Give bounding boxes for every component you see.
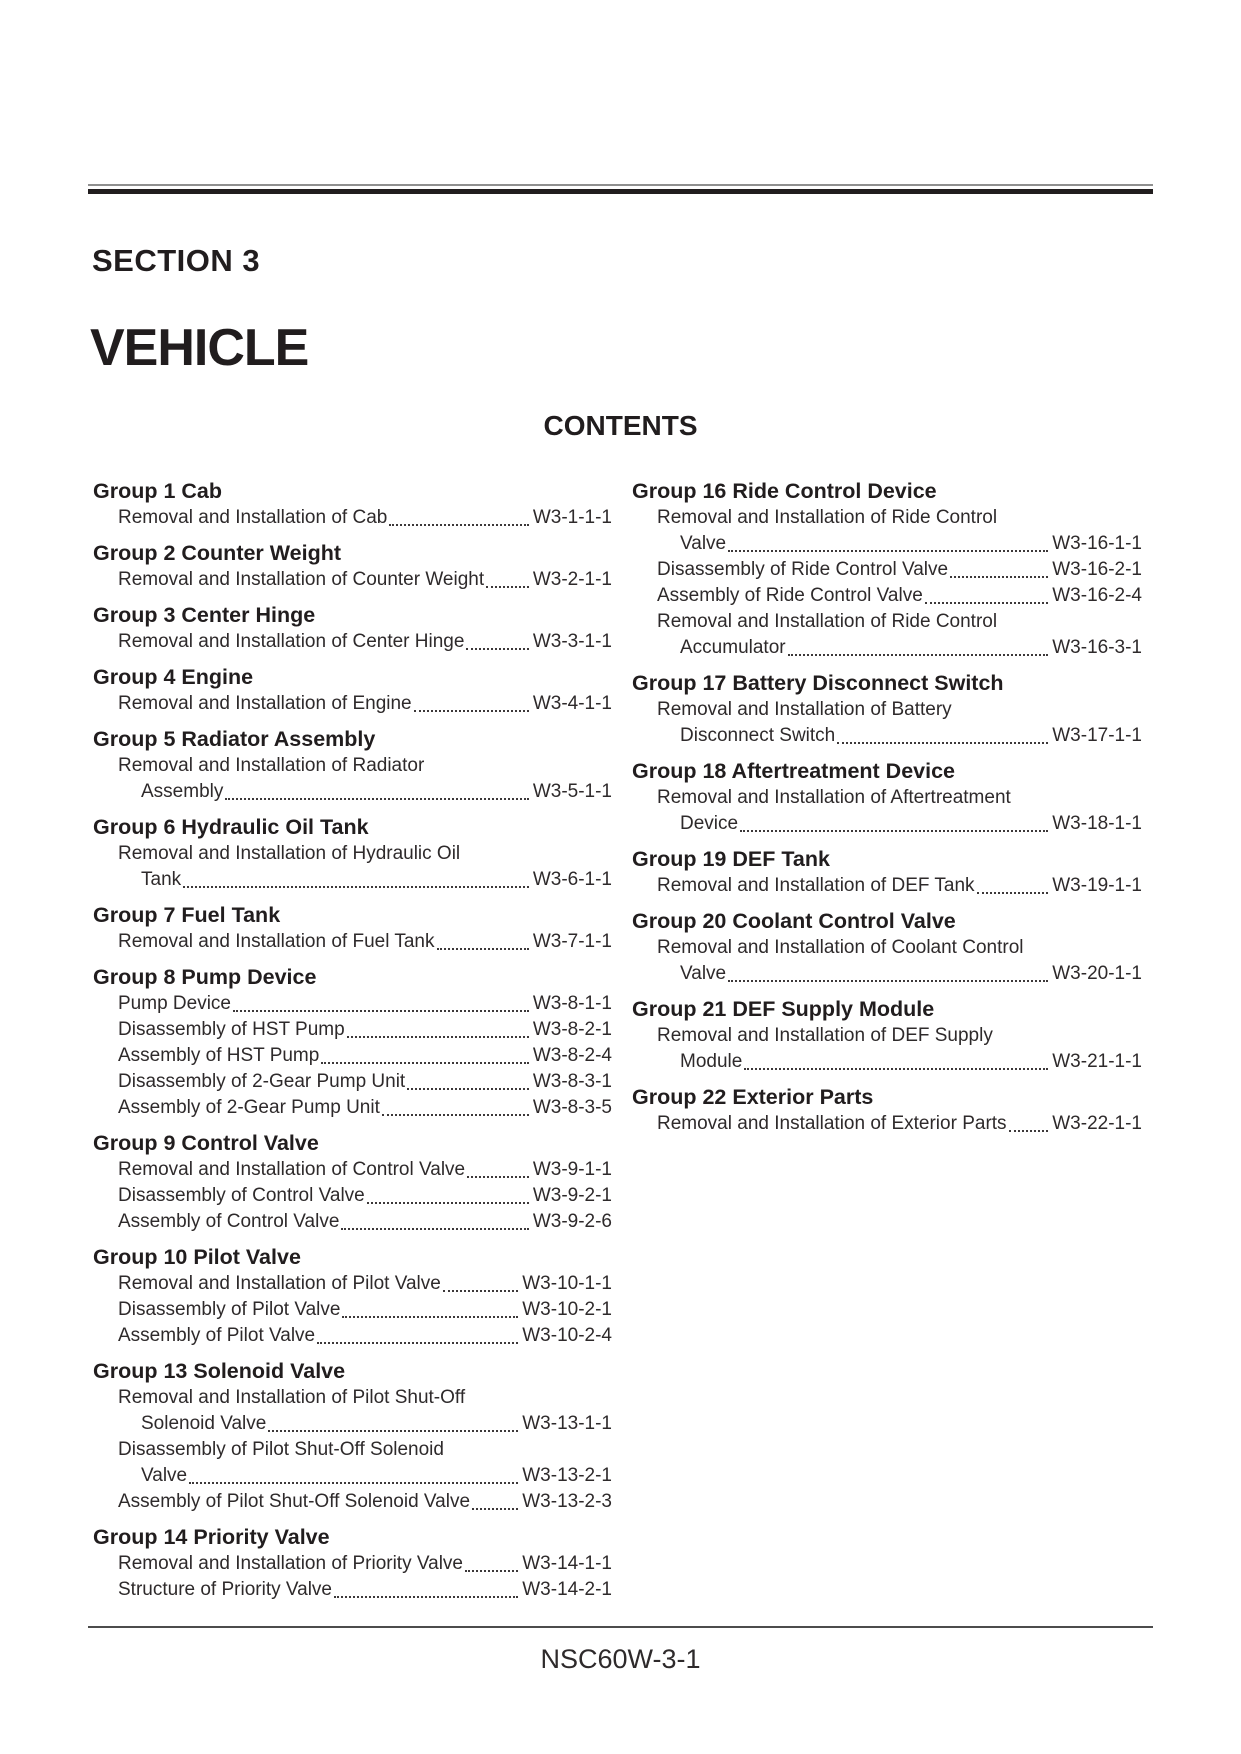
- toc-entry-text: Removal and Installation of Fuel Tank: [118, 931, 435, 952]
- toc-entry-text: Removal and Installation of Pilot Valve: [118, 1273, 441, 1294]
- toc-entry-line: [93, 1411, 612, 1437]
- toc-entry-text: Disassembly of Ride Control Valve: [657, 559, 949, 580]
- toc-entry-text: Disassembly of HST Pump: [118, 1019, 345, 1040]
- toc-group-title: Group 2 Counter Weight: [93, 541, 342, 565]
- toc-group: [632, 996, 1142, 1075]
- toc-entry-text: Assembly of HST Pump: [118, 1045, 320, 1066]
- dot-leader: [321, 1062, 528, 1064]
- section-label: SECTION 3: [92, 243, 261, 278]
- toc-entry-line: [93, 1017, 612, 1043]
- toc-entry-text: Removal and Installation of Counter Weight: [118, 569, 485, 590]
- dot-leader: [837, 742, 1048, 744]
- page-reference: W3-16-1-1: [1052, 533, 1142, 554]
- page-reference: W3-22-1-1: [1052, 1113, 1142, 1134]
- dot-leader: [389, 524, 528, 526]
- toc-entry-text: Assembly of Pilot Valve: [118, 1325, 316, 1346]
- toc-entry-text: Removal and Installation of Coolant Control: [657, 937, 1024, 958]
- toc-entry-line: [632, 935, 1142, 961]
- toc-entry-text: Assembly: [141, 781, 224, 802]
- toc-entry-text: Valve: [141, 1465, 188, 1486]
- toc-entry-line: [93, 1463, 612, 1489]
- dot-leader: [788, 654, 1049, 656]
- page-reference: W3-6-1-1: [532, 869, 612, 890]
- toc-entry-text: Valve: [680, 533, 727, 554]
- toc-entry-line: [93, 1437, 612, 1463]
- toc-group-title: Group 9 Control Valve: [93, 1131, 319, 1155]
- toc-entry-line: [632, 873, 1142, 899]
- toc-entry-line: [93, 1043, 612, 1069]
- page-reference: W3-20-1-1: [1052, 963, 1142, 984]
- toc-entry-text: Removal and Installation of Control Valve: [118, 1159, 466, 1180]
- toc-entry-line: [93, 691, 612, 717]
- toc-group-title: Group 14 Priority Valve: [93, 1525, 330, 1549]
- toc-entry-line: [632, 1049, 1142, 1075]
- dot-leader: [407, 1088, 529, 1090]
- dot-leader: [189, 1482, 518, 1484]
- toc-group-title: Group 3 Center Hinge: [93, 603, 316, 627]
- toc-entry-text: Structure of Priority Valve: [118, 1579, 333, 1600]
- dot-leader: [341, 1228, 528, 1230]
- toc-entry-line: [93, 1095, 612, 1121]
- toc-group: [632, 670, 1142, 749]
- toc-entry-line: [93, 753, 612, 779]
- dot-leader: [414, 710, 529, 712]
- toc-entry-line: [632, 609, 1142, 635]
- toc-group: [93, 964, 612, 1121]
- toc-entry-text: Removal and Installation of Hydraulic Oil: [118, 843, 461, 864]
- toc-group: [93, 1524, 612, 1603]
- page-reference: W3-8-2-1: [532, 1019, 612, 1040]
- toc-entry-line: [93, 1209, 612, 1235]
- toc-group: [632, 478, 1142, 661]
- toc-entry-line: [632, 961, 1142, 987]
- page-reference: W3-13-1-1: [522, 1413, 612, 1434]
- dot-leader: [347, 1036, 529, 1038]
- toc-entry-text: Pump Device: [118, 993, 231, 1014]
- dot-leader: [466, 648, 528, 650]
- toc-group: [93, 478, 612, 531]
- toc-group: [632, 846, 1142, 899]
- page-reference: W3-14-1-1: [522, 1553, 612, 1574]
- toc-group: [93, 664, 612, 717]
- toc-entry-text: Disassembly of 2-Gear Pump Unit: [118, 1071, 406, 1092]
- page-reference: W3-5-1-1: [532, 781, 612, 802]
- dot-leader: [342, 1316, 518, 1318]
- toc-entry-text: Removal and Installation of Ride Control: [657, 611, 998, 632]
- toc-entry-text: Removal and Installation of DEF Tank: [657, 875, 975, 896]
- toc-entry-line: [93, 1385, 612, 1411]
- top-divider-rule: [88, 184, 1153, 194]
- toc-group-title: Group 17 Battery Disconnect Switch: [632, 671, 1004, 695]
- toc-entry-line: [93, 929, 612, 955]
- toc-entry-text: Removal and Installation of Center Hinge: [118, 631, 465, 652]
- dot-leader: [183, 886, 529, 888]
- toc-entry-line: [93, 841, 612, 867]
- toc-entry-text: Removal and Installation of Ride Control: [657, 507, 998, 528]
- toc-group-title: Group 13 Solenoid Valve: [93, 1359, 346, 1383]
- dot-leader: [317, 1342, 518, 1344]
- toc-entry-text: Removal and Installation of Battery: [657, 699, 952, 720]
- footer-divider-rule: [88, 1626, 1153, 1628]
- toc-group: [632, 1084, 1142, 1137]
- toc-group: [93, 1244, 612, 1349]
- dot-leader: [334, 1596, 518, 1598]
- toc-entry-line: [93, 1551, 612, 1577]
- page-reference: W3-10-2-1: [522, 1299, 612, 1320]
- toc-entry-text: Removal and Installation of Priority Valve: [118, 1553, 463, 1574]
- page-title: VEHICLE: [90, 319, 309, 377]
- page-reference: W3-8-3-5: [532, 1097, 612, 1118]
- contents-heading: CONTENTS: [543, 410, 698, 441]
- toc-group: [632, 758, 1142, 837]
- toc-group-title: Group 8 Pump Device: [93, 965, 317, 989]
- toc-entry-line: [93, 1157, 612, 1183]
- page-reference: W3-17-1-1: [1052, 725, 1142, 746]
- dot-leader: [367, 1202, 529, 1204]
- toc-column-right: [632, 478, 1142, 1612]
- toc-group-title: Group 19 DEF Tank: [632, 847, 830, 871]
- dot-leader: [728, 980, 1048, 982]
- dot-leader: [225, 798, 528, 800]
- dot-leader: [728, 550, 1048, 552]
- toc-group: [93, 902, 612, 955]
- page-reference: W3-4-1-1: [532, 693, 612, 714]
- toc-entry-line: [93, 1271, 612, 1297]
- top-divider-thick-line: [88, 189, 1153, 194]
- page-reference: W3-13-2-1: [522, 1465, 612, 1486]
- toc-entry-line: [93, 567, 612, 593]
- toc-group-title: Group 16 Ride Control Device: [632, 479, 937, 503]
- toc-entry-text: Removal and Installation of Aftertreatment: [657, 787, 1011, 808]
- dot-leader: [382, 1114, 529, 1116]
- toc-entry-line: [632, 811, 1142, 837]
- toc-entry-text: Module: [680, 1051, 743, 1072]
- toc-columns: [93, 478, 1142, 1612]
- toc-group: [93, 602, 612, 655]
- toc-entry-line: [632, 697, 1142, 723]
- toc-group: [93, 814, 612, 893]
- toc-entry-text: Disconnect Switch: [680, 725, 836, 746]
- dot-leader: [925, 602, 1048, 604]
- page-reference: W3-9-2-1: [532, 1185, 612, 1206]
- toc-entry-text: Removal and Installation of Cab: [118, 507, 388, 528]
- toc-entry-line: [93, 1577, 612, 1603]
- dot-leader: [472, 1508, 518, 1510]
- dot-leader: [950, 576, 1048, 578]
- top-divider-thin-line: [88, 184, 1153, 186]
- page-reference: W3-16-3-1: [1052, 637, 1142, 658]
- toc-entry-line: [632, 1111, 1142, 1137]
- toc-entry-line: [632, 583, 1142, 609]
- toc-group-title: Group 7 Fuel Tank: [93, 903, 281, 927]
- toc-group-title: Group 18 Aftertreatment Device: [632, 759, 955, 783]
- dot-leader: [740, 830, 1048, 832]
- dot-leader: [437, 948, 529, 950]
- toc-entry-text: Disassembly of Pilot Valve: [118, 1299, 341, 1320]
- toc-group-title: Group 21 DEF Supply Module: [632, 997, 935, 1021]
- page-reference: W3-21-1-1: [1052, 1051, 1142, 1072]
- toc-group: [93, 540, 612, 593]
- page-reference: W3-8-1-1: [532, 993, 612, 1014]
- toc-entry-line: [632, 505, 1142, 531]
- toc-group-title: Group 1 Cab: [93, 479, 223, 503]
- toc-entry-line: [93, 867, 612, 893]
- toc-entry-line: [93, 991, 612, 1017]
- dot-leader: [977, 892, 1049, 894]
- toc-entry-text: Tank: [141, 869, 182, 890]
- page-number: NSC60W-3-1: [540, 1644, 701, 1674]
- toc-entry-line: [93, 1183, 612, 1209]
- toc-entry-text: Assembly of 2-Gear Pump Unit: [118, 1097, 380, 1118]
- page-reference: W3-14-2-1: [522, 1579, 612, 1600]
- toc-entry-text: Disassembly of Pilot Shut-Off Solenoid: [118, 1439, 444, 1460]
- toc-entry-text: Assembly of Pilot Shut-Off Solenoid Valve: [118, 1491, 471, 1512]
- toc-entry-text: Assembly of Control Valve: [118, 1211, 340, 1232]
- toc-group: [93, 1358, 612, 1515]
- toc-entry-line: [632, 723, 1142, 749]
- page-reference: W3-2-1-1: [532, 569, 612, 590]
- page-reference: W3-8-3-1: [532, 1071, 612, 1092]
- toc-entry-line: [632, 557, 1142, 583]
- toc-group-title: Group 4 Engine: [93, 665, 254, 689]
- toc-entry-text: Removal and Installation of Engine: [118, 693, 412, 714]
- toc-entry-line: [93, 1069, 612, 1095]
- dot-leader: [744, 1068, 1048, 1070]
- toc-entry-text: Accumulator: [680, 637, 786, 658]
- toc-entry-line: [632, 531, 1142, 557]
- toc-entry-line: [93, 1489, 612, 1515]
- toc-group: [93, 726, 612, 805]
- toc-entry-line: [632, 785, 1142, 811]
- toc-entry-text: Removal and Installation of DEF Supply: [657, 1025, 993, 1046]
- toc-group-title: Group 22 Exterior Parts: [632, 1085, 874, 1109]
- toc-entry-line: [632, 635, 1142, 661]
- page-reference: W3-8-2-4: [532, 1045, 612, 1066]
- toc-entry-text: Device: [680, 813, 739, 834]
- page-reference: W3-16-2-1: [1052, 559, 1142, 580]
- toc-entry-text: Removal and Installation of Exterior Parts: [657, 1113, 1007, 1134]
- page-reference: W3-18-1-1: [1052, 813, 1142, 834]
- toc-group-title: Group 5 Radiator Assembly: [93, 727, 376, 751]
- page-reference: W3-16-2-4: [1052, 585, 1142, 606]
- toc-entry-line: [93, 629, 612, 655]
- page-reference: W3-9-1-1: [532, 1159, 612, 1180]
- page-reference: W3-10-1-1: [522, 1273, 612, 1294]
- dot-leader: [467, 1176, 529, 1178]
- toc-entry-text: Valve: [680, 963, 727, 984]
- toc-entry-line: [93, 505, 612, 531]
- toc-entry-text: Solenoid Valve: [141, 1413, 267, 1434]
- dot-leader: [443, 1290, 518, 1292]
- toc-group-title: Group 6 Hydraulic Oil Tank: [93, 815, 369, 839]
- toc-entry-text: Removal and Installation of Pilot Shut-Off: [118, 1387, 466, 1408]
- toc-column-left: [93, 478, 612, 1612]
- page-reference: W3-1-1-1: [532, 507, 612, 528]
- page-reference: W3-3-1-1: [532, 631, 612, 652]
- page-reference: W3-10-2-4: [522, 1325, 612, 1346]
- toc-entry-text: Removal and Installation of Radiator: [118, 755, 425, 776]
- toc-entry-line: [93, 1297, 612, 1323]
- toc-entry-text: Assembly of Ride Control Valve: [657, 585, 923, 606]
- dot-leader: [465, 1570, 518, 1572]
- toc-entry-line: [632, 1023, 1142, 1049]
- page-reference: W3-9-2-6: [532, 1211, 612, 1232]
- toc-group-title: Group 20 Coolant Control Valve: [632, 909, 956, 933]
- toc-group-title: Group 10 Pilot Valve: [93, 1245, 301, 1269]
- dot-leader: [233, 1010, 529, 1012]
- toc-entry-line: [93, 779, 612, 805]
- toc-group: [632, 908, 1142, 987]
- page-reference: W3-7-1-1: [532, 931, 612, 952]
- toc-entry-text: Disassembly of Control Valve: [118, 1185, 365, 1206]
- page-reference: W3-13-2-3: [522, 1491, 612, 1512]
- toc-entry-line: [93, 1323, 612, 1349]
- toc-group: [93, 1130, 612, 1235]
- dot-leader: [486, 586, 529, 588]
- dot-leader: [268, 1430, 518, 1432]
- page-reference: W3-19-1-1: [1052, 875, 1142, 896]
- dot-leader: [1009, 1130, 1049, 1132]
